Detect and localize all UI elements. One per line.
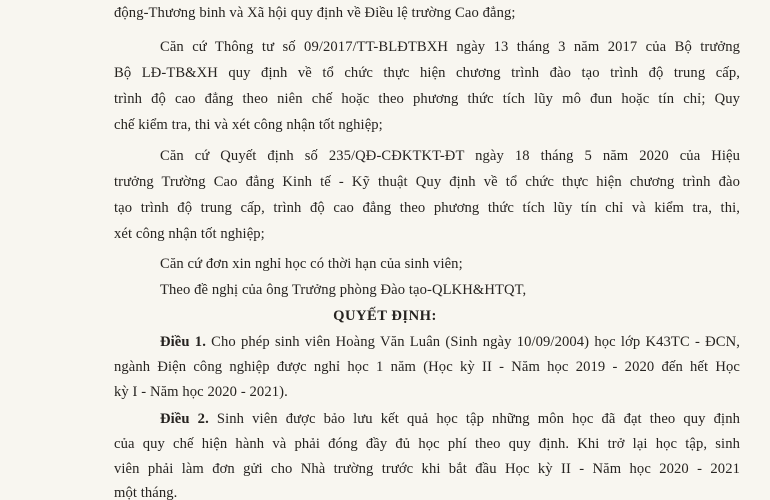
proposal-basis: Theo đề nghị của ông Trưởng phòng Đào tạo-QLKH&HTQT, [160,282,527,298]
article-2-text: Sinh viên được bảo lưu kết quả học tập những môn học đã đạt theo quy định [208,411,741,427]
leave-request-basis: Căn cứ đơn xin nghỉ học có thời hạn của sinh viên; [160,256,463,272]
article-1-paragraph-line: ngành Điện công nghiệp được nghỉ học 1 năm (Học kỳ II - Năm học 2019 - 2020 đến hết Học [114,359,740,375]
decision-heading: QUYẾT ĐỊNH: [333,308,437,324]
decision-basis-paragraph-end: xét công nhận tốt nghiệp; [114,226,265,242]
article-2-paragraph-line: viên phải làm đơn gửi cho Nhà trường trước khi bắt đầu Học kỳ II - Năm học 2020 - 2021 [114,461,740,477]
legal-basis-line: động-Thương binh và Xã hội quy định về Điều lệ trường Cao đẳng; [114,5,516,21]
article-1-text: Cho phép sinh viên Hoàng Văn Luân (Sinh ngày 10/09/2004) học lớp K43TC - ĐCN, [205,334,741,350]
decision-basis-paragraph-line: trưởng Trường Cao đẳng Kinh tế - Kỹ thuật Quy định về tổ chức thực hiện chương trình đào [114,174,740,190]
article-1-label: Điều 1. [160,334,206,350]
decision-basis-paragraph-start: Căn cứ Quyết định số 235/QĐ-CĐKTKT-ĐT ngày 18 tháng 5 năm 2020 của Hiệu [160,148,740,164]
article-2-paragraph-end: một tháng. [114,485,178,500]
legal-basis-paragraph-start: Căn cứ Thông tư số 09/2017/TT-BLĐTBXH ngày 13 tháng 3 năm 2017 của Bộ trưởng [160,39,740,55]
legal-basis-paragraph-end: chế kiểm tra, thi và xét công nhận tốt nghiệp; [114,117,383,133]
legal-basis-paragraph-line: trình độ cao đẳng theo niên chế hoặc theo phương thức tích lũy mô đun hoặc tín chỉ; Quy [114,91,740,107]
article-2-paragraph-line: của quy chế hiện hành và phải đóng đầy đủ học phí theo quy định. Khi trở lại học tập, sinh [114,436,740,452]
article-2-label: Điều 2. [160,411,209,427]
decision-basis-paragraph-line: tạo trình độ trung cấp, trình độ cao đẳng theo phương thức tích lũy tín chỉ và kiểm tra, thi, [114,200,740,216]
article-1-paragraph-end: kỳ I - Năm học 2020 - 2021). [114,384,288,400]
article-2-paragraph-start [160,410,740,428]
legal-basis-paragraph-line: Bộ LĐ-TB&XH quy định về tổ chức thực hiện chương trình đào tạo trình độ trung cấp, [114,65,740,81]
article-1-paragraph-start [160,333,740,351]
